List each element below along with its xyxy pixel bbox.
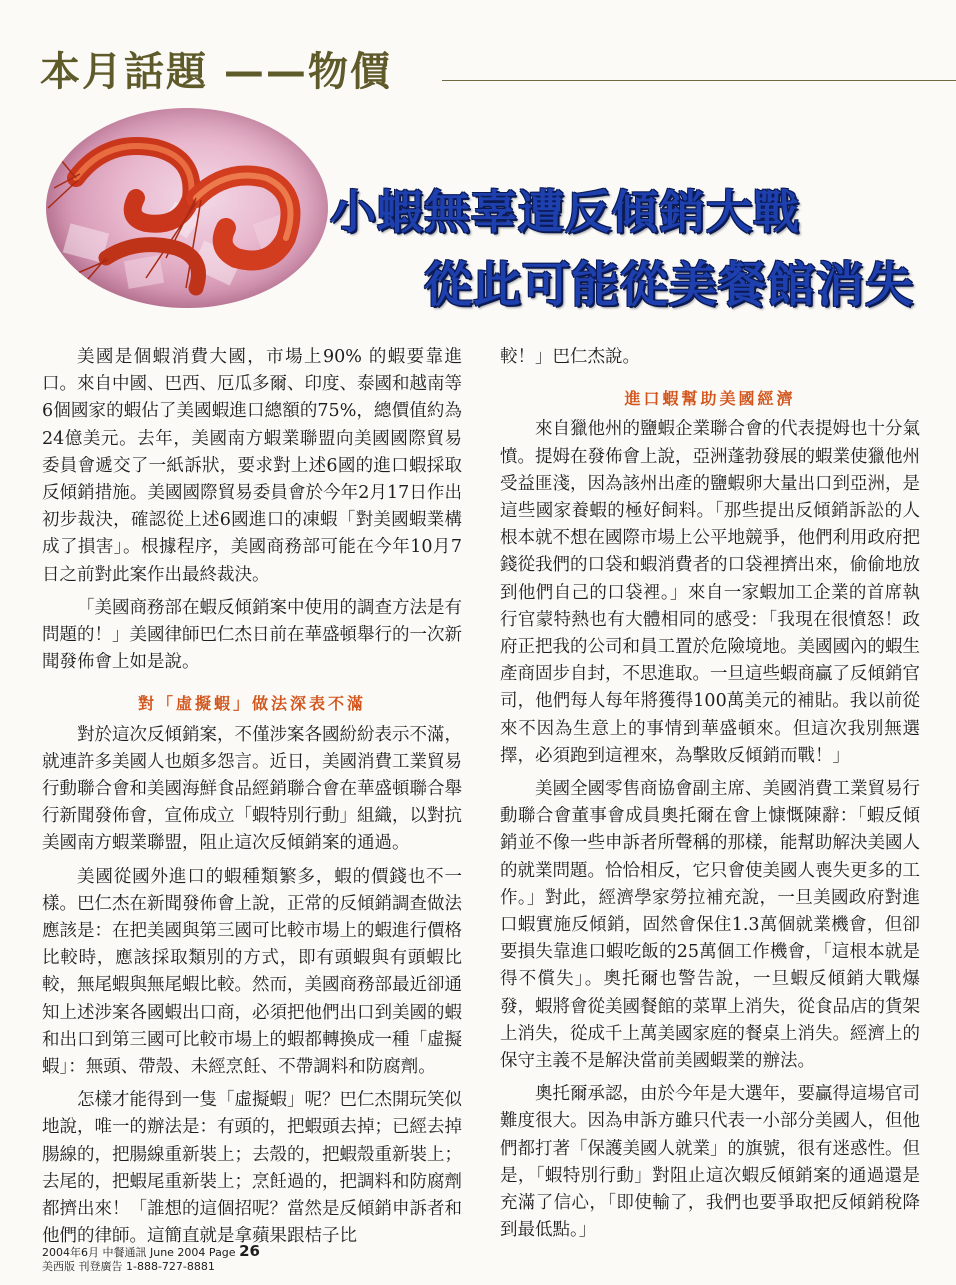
page-number: 26: [239, 1242, 260, 1260]
paragraph: 對於這次反傾銷案，不僅涉案各國紛紛表示不滿，就連許多美國人也頗多怨言。近日，美國消費工業貿易行動聯合會和美國海鮮食品經銷聯合會在華盛頓聯合舉行新聞發佈會，宣佈成立「蝦特別行動」組織，以對抗美國南方蝦業聯盟，阻止這次反傾銷案的通過。: [42, 724, 462, 854]
page-footer: [42, 1244, 260, 1274]
title-rule: [442, 80, 956, 81]
subheading: 進口蝦幫助美國經濟: [624, 389, 796, 409]
footer-line-1: [42, 1244, 260, 1260]
footer-issue-info: 2004年6月 中餐通訊 June 2004 Page: [42, 1246, 236, 1259]
paragraph: 來自獵他州的鹽蝦企業聯合會的代表提姆也十分氣憤。提姆在發佈會上說，亞洲蓬勃發展的蝦業使獵他州受益匪淺，因為該州出產的鹽蝦卵大量出口到亞洲，是這些國家養蝦的極好飼料。「那些提出反傾銷訴訟的人根本就不想在國際市場上公平地競爭，他們利用政府把錢從我們的口袋和蝦消費者的口袋裡擠出來，偷偷地放到他們自己的口袋裡。」來自一家蝦加工企業的首席執行官蒙特熱也有大體相同的感受：「我現在很憤怒！政府正把我的公司和員工置於危險境地。美國國內的蝦生產商固步自封，不思進取。一旦這些蝦商贏了反傾銷官司，他們每人每年將獲得100萬美元的補貼。我以前從來不因為生意上的事情到華盛頓來。但這次我別無選擇，必須跑到這裡來，為擊敗反傾銷而戰！」: [500, 419, 920, 766]
paragraph: 美國是個蝦消費大國，市場上90% 的蝦要靠進口。來自中國、巴西、厄瓜多爾、印度、泰國和越南等6個國家的蝦佔了美國蝦進口總額的75%，總價值約為24億美元。去年，美國南方蝦業聯盟向美國國際貿易委員會遞交了一紙訴狀，要求對上述6國的進口蝦採取反傾銷措施。美國國際貿易委員會於今年2月17日作出初步裁決，確認從上述6國進口的凍蝦「對美國蝦業構成了損害」。根據程序，美國商務部可能在今年10月7日之前對此案作出最終裁決。: [42, 347, 462, 585]
paragraph: 美國從國外進口的蝦種類繁多，蝦的價錢也不一樣。巴仁杰在新聞發佈會上說，正常的反傾銷調查做法應該是：在把美國與第三國可比較市場上的蝦進行價格比較時，應該採取類別的方式，即有頭蝦與有頭蝦比較，無尾蝦與無尾蝦比較。然而，美國商務部最近卻通知上述涉案各國蝦出口商，必須把他們出口到美國的蝦和出口到第三國可比較市場上的蝦都轉換成一種「虛擬蝦」：無頭、帶殼、未經烹飪、不帶調料和防腐劑。: [42, 866, 462, 1078]
paragraph: 美國全國零售商協會副主席、美國消費工業貿易行動聯合會董事會成員奧托爾在會上慷慨陳辭：「蝦反傾銷並不像一些申訴者所聲稱的那樣，能幫助解決美國人的就業問題。恰恰相反，它只會使美國人喪失更多的工作。」對此，經濟學家勞拉補充說，一旦美國政府對進口蝦實施反傾銷，固然會保住1.3萬個就業機會，但卻要損失靠進口蝦吃飯的25萬個工作機會，「這根本就是得不償失」。奧托爾也警告說，一旦蝦反傾銷大戰爆發，蝦將會從美國餐館的菜單上消失，從食品店的貨架上消失，從成千上萬美國家庭的餐桌上消失。經濟上的保守主義不是解決當前美國蝦業的辦法。: [500, 779, 920, 1072]
headline-line-2: 從此可能從美餐館消失: [424, 257, 915, 313]
shrimp-photo: [46, 108, 328, 308]
shrimp-illustration: [46, 108, 328, 308]
subheading: 對「虛擬蝦」做法深表不滿: [137, 694, 366, 714]
paragraph: 奧托爾承認，由於今年是大選年，要贏得這場官司難度很大。因為申訴方雖只代表一小部分美國人，但他們都打著「保護美國人就業」的旗號，很有迷惑性。但是，「蝦特別行動」對阻止這次蝦反傾銷案的通過還是充滿了信心，「即使輸了，我們也要爭取把反傾銷稅降到最低點。」: [500, 1084, 920, 1241]
paragraph: 怎樣才能得到一隻「虛擬蝦」呢？巴仁杰開玩笑似地說，唯一的辦法是：有頭的，把蝦頭去掉；已經去掉腸線的，把腸線重新裝上；去殼的，把蝦殼重新裝上；去尾的，把蝦尾重新裝上；烹飪過的，把調料和防腐劑都擠出來！「誰想的這個招呢？當然是反傾銷申訴者和他們的律師。這簡直就是拿蘋果跟桔子比: [42, 1090, 462, 1247]
left-column: [42, 344, 462, 1257]
paragraph-continuation: 較！」巴仁杰說。: [500, 347, 640, 367]
paragraph: 「美國商務部在蝦反傾銷案中使用的調查方法是有問題的！」美國律師巴仁杰日前在華盛頓舉行的一次新聞發佈會上如是說。: [42, 597, 462, 673]
headline-line-1: 小蝦無辜遭反傾銷大戰: [330, 185, 800, 239]
section-title: 本月話題 ——物價: [40, 49, 392, 95]
footer-line-2: 美西版 刊登廣告 1-888-727-8881: [42, 1260, 215, 1273]
right-column: [500, 344, 920, 1251]
